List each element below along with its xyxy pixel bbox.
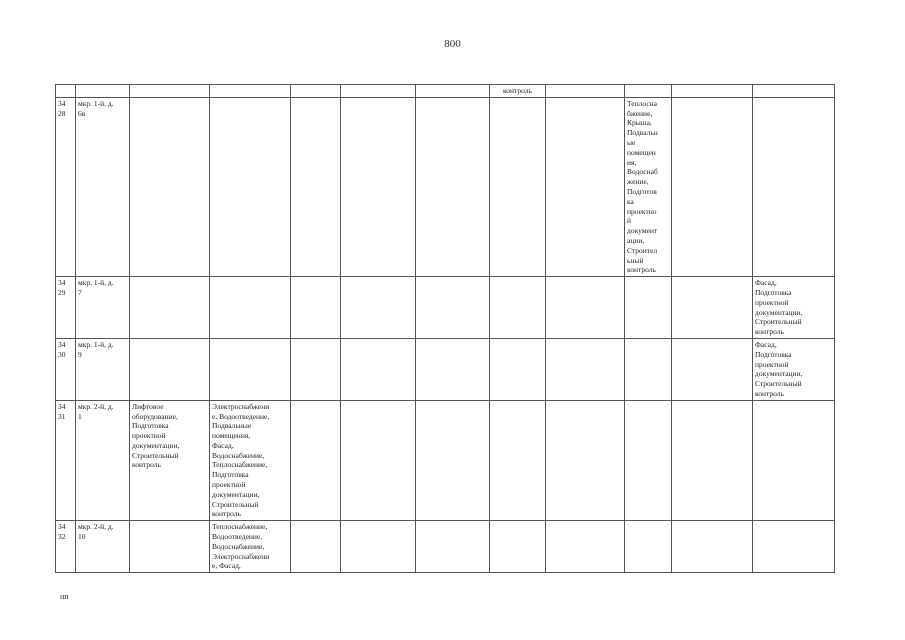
row-works-cell: Электроснабжени е, Водоотведение, Подвальные помещения, Фасад, Водоснабжение, Теплоснабжение, Подготовка проектной документации, Строительный контроль <box>210 400 291 521</box>
row-address: мкр. 2-й, д. 10 <box>76 521 130 573</box>
table-row <box>56 277 835 339</box>
table-row <box>56 97 835 276</box>
table-row <box>56 521 835 573</box>
row-works-cell: Теплосна бжение, Крыша, Подвальн ые помещен ия, Водоснаб жение, Подготов ка проектно й документ ации, Строител ьный контроль <box>625 97 672 276</box>
row-number: 34 28 <box>56 97 76 276</box>
table-row <box>56 338 835 400</box>
row-address: мкр. 2-й, д. 1 <box>76 400 130 521</box>
row-works-cell: Теплоснабжение, Водоотведение, Водоснабжение, Электроснабжени е, Фасад, <box>210 521 291 573</box>
row-address: мкр. 1-й, д. 7 <box>76 277 130 339</box>
row-works-cell: Фасад, Подготовка проектной документации, Строительный контроль <box>753 338 835 400</box>
footer-note: нп <box>60 592 69 601</box>
continuation-row <box>56 85 835 98</box>
table-row <box>56 400 835 521</box>
row-works-cell: Лифтовое оборудование, Подготовка проектной документации, Строительный контроль <box>130 400 210 521</box>
row-number: 34 32 <box>56 521 76 573</box>
row-address: мкр. 1-й, д. 9 <box>76 338 130 400</box>
row-number: 34 30 <box>56 338 76 400</box>
continuation-cell: контроль <box>490 85 546 98</box>
row-number: 34 29 <box>56 277 76 339</box>
works-table <box>55 84 835 573</box>
page-number: 800 <box>444 38 461 50</box>
row-number: 34 31 <box>56 400 76 521</box>
row-works-cell: Фасад, Подготовка проектной документации, Строительный контроль <box>753 277 835 339</box>
row-address: мкр. 1-й, д. 6в <box>76 97 130 276</box>
